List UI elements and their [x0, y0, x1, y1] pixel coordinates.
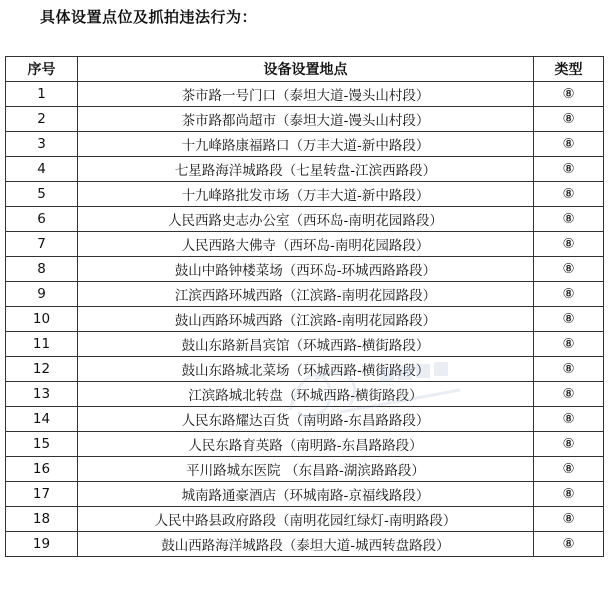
- cell-type: ⑧: [534, 257, 604, 282]
- cell-location: 茶市路都尚超市（泰坦大道-馒头山村段）: [78, 107, 534, 132]
- cell-location: 十九峰路批发市场（万丰大道-新中路段）: [78, 182, 534, 207]
- cell-no: 10: [6, 307, 78, 332]
- cell-type: ⑧: [534, 82, 604, 107]
- page-heading: 具体设置点位及抓拍违法行为：: [40, 8, 258, 26]
- cell-no: 1: [6, 82, 78, 107]
- cell-no: 4: [6, 157, 78, 182]
- cell-no: 19: [6, 532, 78, 557]
- cell-type: ⑧: [534, 407, 604, 432]
- table-row: [6, 332, 604, 357]
- table-row: [6, 457, 604, 482]
- cell-type: ⑧: [534, 332, 604, 357]
- cell-location: 茶市路一号门口（泰坦大道-馒头山村段）: [78, 82, 534, 107]
- cell-no: 8: [6, 257, 78, 282]
- cell-location: 人民西路大佛寺（西环岛-南明花园路段）: [78, 232, 534, 257]
- table-row: [6, 532, 604, 557]
- cell-type: ⑧: [534, 432, 604, 457]
- cell-no: 3: [6, 132, 78, 157]
- cell-no: 2: [6, 107, 78, 132]
- cell-no: 5: [6, 182, 78, 207]
- table-row: [6, 207, 604, 232]
- header-type: 类型: [534, 57, 604, 82]
- cell-type: ⑧: [534, 307, 604, 332]
- cell-location: 鼓山东路新昌宾馆（环城西路-横街路段）: [78, 332, 534, 357]
- table-row: [6, 82, 604, 107]
- table-row: [6, 182, 604, 207]
- cell-location: 人民东路育英路（南明路-东昌路路段）: [78, 432, 534, 457]
- cell-type: ⑧: [534, 382, 604, 407]
- table-row: [6, 257, 604, 282]
- cell-no: 18: [6, 507, 78, 532]
- cell-type: ⑧: [534, 357, 604, 382]
- cell-no: 6: [6, 207, 78, 232]
- cell-location: 鼓山东路城北菜场（环城西路-横街路段）: [78, 357, 534, 382]
- cell-location: 人民东路耀达百货（南明路-东昌路路段）: [78, 407, 534, 432]
- table-row: [6, 357, 604, 382]
- cell-location: 人民西路史志办公室（西环岛-南明花园路段）: [78, 207, 534, 232]
- cell-type: ⑧: [534, 507, 604, 532]
- cell-type: ⑧: [534, 282, 604, 307]
- cell-location: 十九峰路康福路口（万丰大道-新中路段）: [78, 132, 534, 157]
- cell-no: 17: [6, 482, 78, 507]
- table-row: [6, 507, 604, 532]
- table-header-row: [6, 57, 604, 82]
- cell-location: 江滨西路环城西路（江滨路-南明花园路段）: [78, 282, 534, 307]
- table-row: [6, 107, 604, 132]
- cell-no: 7: [6, 232, 78, 257]
- cell-location: 城南路通豪酒店（环城南路-京福线路段）: [78, 482, 534, 507]
- table-row: [6, 432, 604, 457]
- cell-type: ⑧: [534, 532, 604, 557]
- cell-type: ⑧: [534, 107, 604, 132]
- cell-no: 16: [6, 457, 78, 482]
- cell-no: 12: [6, 357, 78, 382]
- cell-type: ⑧: [534, 207, 604, 232]
- table-body: [6, 82, 604, 557]
- table-row: [6, 482, 604, 507]
- cell-type: ⑧: [534, 182, 604, 207]
- cell-location: 鼓山西路海洋城路段（泰坦大道-城西转盘路段）: [78, 532, 534, 557]
- cell-no: 9: [6, 282, 78, 307]
- header-no: 序号: [6, 57, 78, 82]
- cell-location: 江滨路城北转盘（环城西路-横街路段）: [78, 382, 534, 407]
- table-row: [6, 382, 604, 407]
- cell-location: 鼓山西路环城西路（江滨路-南明花园路段）: [78, 307, 534, 332]
- table-row: [6, 232, 604, 257]
- table-row: [6, 132, 604, 157]
- cell-no: 14: [6, 407, 78, 432]
- table-row: [6, 282, 604, 307]
- cell-location: 平川路城东医院 （东昌路-湖滨路路段）: [78, 457, 534, 482]
- cell-type: ⑧: [534, 132, 604, 157]
- table-row: [6, 307, 604, 332]
- header-location: 设备设置地点: [78, 57, 534, 82]
- cell-type: ⑧: [534, 457, 604, 482]
- cell-no: 13: [6, 382, 78, 407]
- cell-type: ⑧: [534, 232, 604, 257]
- cell-type: ⑧: [534, 157, 604, 182]
- cell-location: 人民中路县政府路段（南明花园红绿灯-南明路段）: [78, 507, 534, 532]
- cell-location: 七星路海洋城路段（七星转盘-江滨西路段）: [78, 157, 534, 182]
- table-row: [6, 157, 604, 182]
- cell-no: 11: [6, 332, 78, 357]
- cell-location: 鼓山中路钟楼菜场（西环岛-环城西路路段）: [78, 257, 534, 282]
- cell-no: 15: [6, 432, 78, 457]
- cell-type: ⑧: [534, 482, 604, 507]
- table-row: [6, 407, 604, 432]
- location-table: [5, 56, 604, 557]
